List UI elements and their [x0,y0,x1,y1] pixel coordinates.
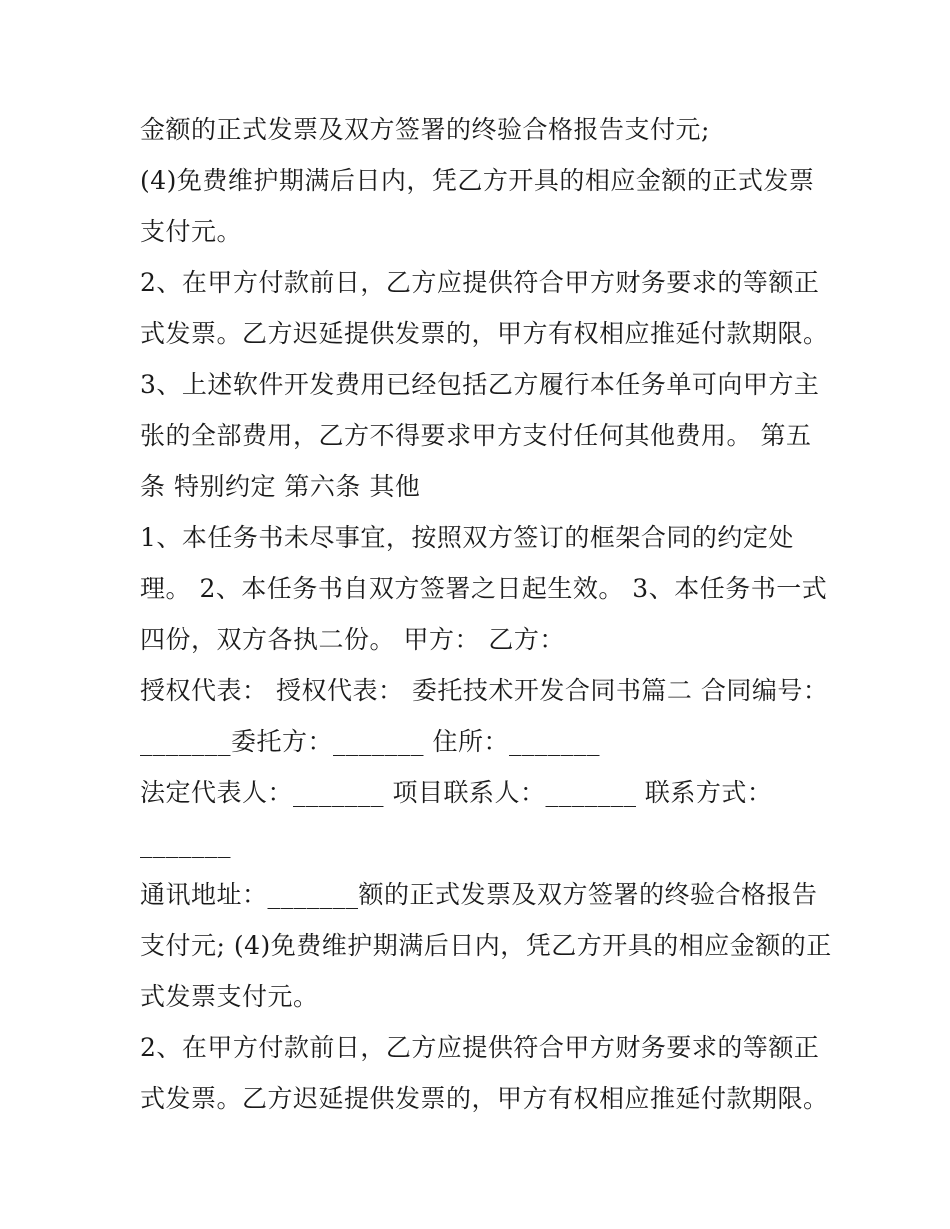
text-line: 式发票。乙方迟延提供发票的，甲方有权相应推延付款期限。 [140,319,829,348]
document-body [140,104,832,1124]
text-line: 2、在甲方付款前日，乙方应提供符合甲方财务要求的等额正 [140,1033,820,1062]
text-line: _______ [140,829,231,858]
text-line: 授权代表： 授权代表： 委托技术开发合同书篇二 合同编号： [140,676,829,705]
text-line: 3、上述软件开发费用已经包括乙方履行本任务单可向甲方主 [140,370,820,399]
text-line: 条 特别约定 第六条 其他 [140,472,421,501]
text-line: 通讯地址：_______额的正式发票及双方签署的终验合格报告 [140,880,818,909]
text-line: (4)免费维护期满后日内，凭乙方开具的相应金额的正式发票 [140,166,815,195]
text-line: _______委托方：_______ 住所：_______ [140,727,600,756]
text-line: 理。 2、本任务书自双方签署之日起生效。 3、本任务书一式 [140,574,828,603]
text-line: 式发票支付元。 [140,982,319,1011]
text-line: 2、在甲方付款前日，乙方应提供符合甲方财务要求的等额正 [140,268,820,297]
text-line: 支付元。 [140,217,243,246]
text-line: 四份，双方各执二份。 甲方： 乙方： [140,625,565,654]
text-line: 支付元; (4)免费维护期满后日内，凭乙方开具的相应金额的正 [140,931,832,960]
text-line: 法定代表人：_______ 项目联系人：_______ 联系方式： [140,778,773,807]
text-line: 1、本任务书未尽事宜，按照双方签订的框架合同的约定处 [140,523,794,552]
text-line: 式发票。乙方迟延提供发票的，甲方有权相应推延付款期限。 [140,1084,829,1113]
text-line: 金额的正式发票及双方签署的终验合格报告支付元; [140,115,710,144]
text-line: 张的全部费用，乙方不得要求甲方支付任何其他费用。 第五 [140,421,812,450]
